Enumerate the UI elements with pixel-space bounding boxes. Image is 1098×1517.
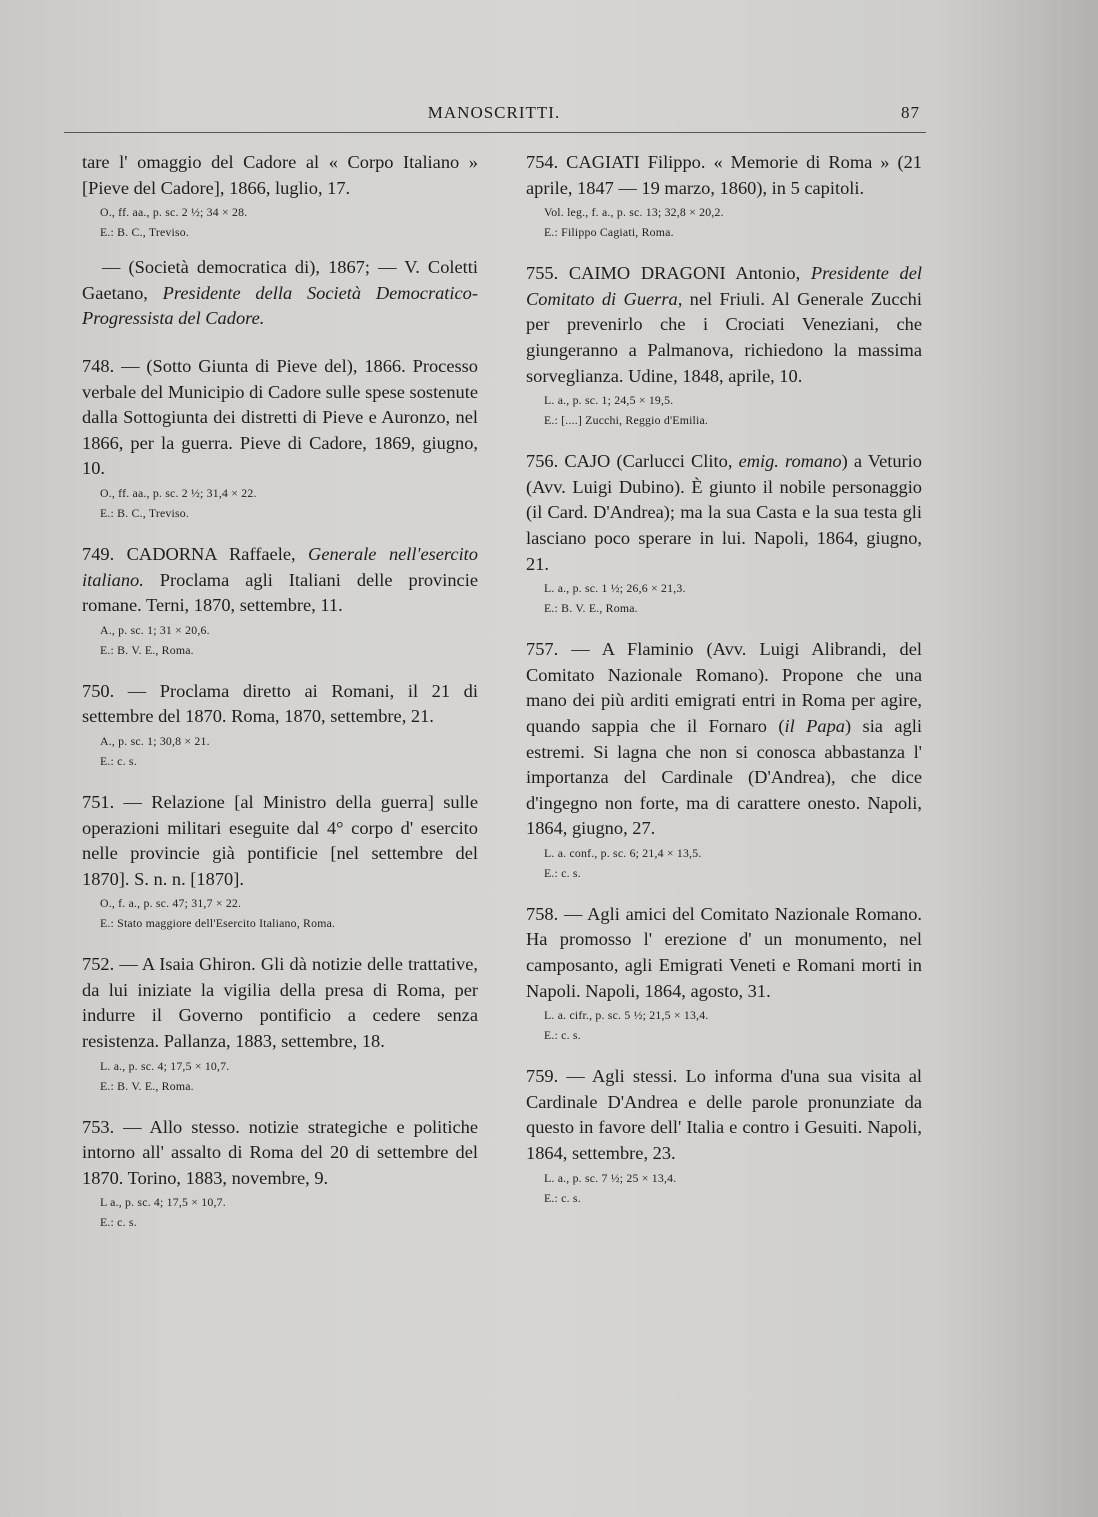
entry-description: A., p. sc. 1; 30,8 × 21. <box>100 733 210 748</box>
catalog-entry <box>526 449 922 617</box>
entry-description: L. a. conf., p. sc. 6; 21,4 × 13,5. <box>544 845 702 860</box>
catalog-entry <box>82 790 478 932</box>
entry-text-part: nel Friuli. Al Generale Zucchi per prevenirlo che i Crociati Veneziani, che giungeranno a Palmanova, richiedono la massima sorveglianza. Udine, 1848, aprile, 10. <box>526 288 922 386</box>
entry-text: 753. — Allo stesso. notizie strategiche e politiche intorno all' assalto di Roma del 20 di settembre del 1870. Torino, 1883, novembre, 9. <box>82 1116 478 1188</box>
entry-text: 758. — Agli amici del Comitato Nazionale Romano. Ha promosso l' erezione d' un monumento, nel camposanto, agli Emigrati Veneti e Romani morti in Napoli. Napoli, 1864, agosto, 31. <box>526 903 922 1001</box>
right-column <box>526 150 922 1221</box>
catalog-entry <box>82 255 478 332</box>
entry-text: 754. CAGIATI Filippo. « Memorie di Roma » (21 aprile, 1847 — 19 marzo, 1860), in 5 capitoli. <box>526 152 922 198</box>
page-number: 87 <box>901 103 920 122</box>
entry-text-part: 749. CADORNA Raffaele, <box>82 543 309 564</box>
entry-text <box>526 449 922 577</box>
entry-location: E.: c. s. <box>100 1215 137 1230</box>
entry-description: O., ff. aa., p. sc. 2 ½; 31,4 × 22. <box>100 485 257 500</box>
left-column <box>82 150 478 1245</box>
entry-text-part: Proclama agli Italiani delle provincie romane. Terni, 1870, settembre, 11. <box>82 569 478 616</box>
entry-description: L a., p. sc. 4; 17,5 × 10,7. <box>100 1195 226 1210</box>
entry-text: 752. — A Isaia Ghiron. Gli dà notizie delle trattative, da lui iniziate la vigilia della presa di Roma, per indurre il Governo pontificio a cedere senza resistenza. Pallanza, 1883, settembre, 18. <box>82 954 478 1052</box>
entry-description: L. a., p. sc. 1 ½; 26,6 × 21,3. <box>544 581 686 596</box>
entry-text-part: ) sia agli estremi. Si lagna che non si conosca abbastanza l' importanza del Cardinale (D'Andrea), che dice d'ingegno non forte, ma di carattere onesto. Napoli, 1864, giugno, 27. <box>526 715 923 839</box>
entry-text-italic: il Papa <box>784 715 845 736</box>
catalog-entry <box>82 1115 478 1232</box>
entry-location: E.: c. s. <box>544 1190 581 1205</box>
entry-text <box>526 261 922 389</box>
entry-location: E.: c. s. <box>100 753 137 768</box>
entry-description: A., p. sc. 1; 31 × 20,6. <box>100 622 210 637</box>
entry-text <box>82 542 478 619</box>
entry-text <box>82 255 478 332</box>
catalog-entry <box>526 150 922 241</box>
entry-description: Vol. leg., f. a., p. sc. 13; 32,8 × 20,2. <box>544 205 724 220</box>
entry-text-italic: Presidente della Società Democratico-Progressista del Cadore. <box>82 282 479 329</box>
entry-description: O., f. a., p. sc. 47; 31,7 × 22. <box>100 896 242 911</box>
entry-text-part: 757. — A Flaminio (Avv. Luigi Alibrandi, del Comitato Nazionale Romano). Propone che una mano dei più arditi emigrati entri in Roma per agire, quando sappia che il Fornaro ( <box>526 639 922 736</box>
entry-text-italic: Generale nell'esercito italiano. <box>82 543 478 590</box>
entry-text-part: — (Società democratica di), 1867; — V. Coletti Gaetano, <box>82 257 478 303</box>
entry-text: 748. — (Sotto Giunta di Pieve del), 1866. Processo verbale del Municipio di Cadore sulle spese sostenute dalla Sottogiunta dei distretti di Pieve e Auronzo, nel 1866, per la guerra. Pieve di Cadore, 1869, giugno, 10. <box>82 355 478 479</box>
entry-text: 751. — Relazione [al Ministro della guerra] sulle operazioni militari eseguite dal 4° corpo d' esercito nelle provincie già pontificie [nel settembre del 1870]. S. n. n. [1870]. <box>82 791 478 889</box>
entry-description: L. a., p. sc. 1; 24,5 × 19,5. <box>544 393 674 408</box>
catalog-entry <box>82 354 478 522</box>
entry-location: E.: Filippo Cagiati, Roma. <box>544 225 674 240</box>
catalog-entry <box>526 1064 922 1206</box>
entry-text: 759. — Agli stessi. Lo informa d'una sua visita al Cardinale D'Andrea e delle parole pronunziate da questo in favore dell' Italia e contro i Gesuiti. Napoli, 1864, settembre, 23. <box>526 1066 922 1164</box>
entry-description: L. a., p. sc. 4; 17,5 × 10,7. <box>100 1058 230 1073</box>
catalog-entry <box>526 637 922 882</box>
entry-location: E.: B. V. E., Roma. <box>544 601 638 616</box>
entry-text-italic: Presidente del Comitato di Guerra, <box>526 263 923 309</box>
catalog-entry <box>82 679 478 770</box>
entry-text <box>526 637 922 842</box>
catalog-entry <box>82 952 478 1094</box>
catalog-entry <box>82 150 478 241</box>
entry-location: E.: B. V. E., Roma. <box>100 1078 194 1093</box>
catalog-entry <box>82 542 478 659</box>
entry-location: E.: [....] Zucchi, Reggio d'Emilia. <box>544 413 709 428</box>
header-rule <box>64 132 926 133</box>
entry-description: O., ff. aa., p. sc. 2 ½; 34 × 28. <box>100 205 248 220</box>
running-header <box>64 103 924 129</box>
entry-description: L. a., p. sc. 7 ½; 25 × 13,4. <box>544 1170 677 1185</box>
entry-location: E.: B. C., Treviso. <box>100 505 190 520</box>
entry-location: E.: c. s. <box>544 865 581 880</box>
entry-text-part: ) a Veturio (Avv. Luigi Dubino). È giunto il nobile personaggio (il Card. D'Andrea); ma la sua Casta e la sua testa gli lasciano poco sperare in lui. Napoli, 1864, giugno, 21. <box>526 451 922 574</box>
entry-text: tare l' omaggio del Cadore al « Corpo Italiano » [Pieve del Cadore], 1866, luglio, 17. <box>82 152 478 198</box>
entry-text-italic: emig. romano <box>738 451 842 472</box>
entry-text: 750. — Proclama diretto ai Romani, il 21 di settembre del 1870. Roma, 1870, settembre, 21. <box>82 680 478 727</box>
catalog-entry <box>526 261 922 429</box>
entry-location: E.: Stato maggiore dell'Esercito Italiano, Roma. <box>100 916 336 931</box>
page-title: MANOSCRITTI. <box>427 103 561 122</box>
entry-description: L. a. cifr., p. sc. 5 ½; 21,5 × 13,4. <box>544 1008 709 1023</box>
catalog-entry <box>526 902 922 1044</box>
entry-location: E.: B. V. E., Roma. <box>100 642 194 657</box>
entry-location: E.: c. s. <box>544 1028 581 1043</box>
entry-text-part: 756. CAJO (Carlucci Clito, <box>526 451 739 472</box>
entry-text-part: 755. CAIMO DRAGONI Antonio, <box>526 263 811 284</box>
entry-location: E.: B. C., Treviso. <box>100 225 190 240</box>
